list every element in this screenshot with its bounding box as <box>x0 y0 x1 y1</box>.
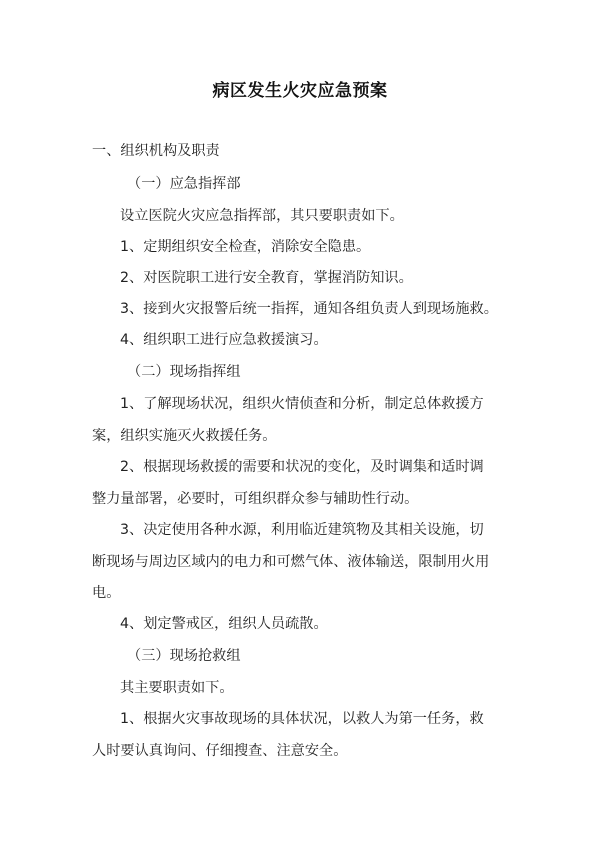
list-item: 3、决定使用各种水源，利用临近建筑物及其相关设施，切 <box>120 522 484 538</box>
list-item: 3、接到火灾报警后统一指挥，通知各组负责人到现场施救。 <box>120 301 498 317</box>
list-item-continuation: 整力量部署，必要时，可组织群众参与辅助性行动。 <box>92 491 419 507</box>
list-item: 1、定期组织安全检查，消除安全隐患。 <box>120 239 371 255</box>
list-item-continuation: 案，组织实施灭火救援任务。 <box>92 428 277 444</box>
list-item-continuation: 人时要认真询问、仔细搜查、注意安全。 <box>92 743 348 759</box>
list-item-continuation: 断现场与周边区域内的电力和可燃气体、液体输送，限制用火用 <box>92 554 490 570</box>
paragraph: 设立医院火灾应急指挥部，其只要职责如下。 <box>120 208 404 224</box>
subsection-heading: （二）现场指挥组 <box>127 364 241 380</box>
subsection-heading: （一）应急指挥部 <box>127 176 241 192</box>
list-item: 4、组织职工进行应急救援演习。 <box>120 332 328 348</box>
subsection-heading: （三）现场抢救组 <box>127 648 241 664</box>
list-item: 4、划定警戒区，组织人员疏散。 <box>120 616 328 632</box>
list-item: 1、根据火灾事故现场的具体状况，以救人为第一任务，救 <box>120 711 484 727</box>
document-title: 病区发生火灾应急预案 <box>212 81 388 101</box>
list-item-continuation: 电。 <box>92 585 121 601</box>
list-item: 2、根据现场救援的需要和状况的变化，及时调集和适时调 <box>120 459 484 475</box>
section-heading: 一、组织机构及职责 <box>92 143 220 159</box>
list-item: 2、对医院职工进行安全教育，掌握消防知识。 <box>120 270 413 286</box>
list-item: 1、了解现场状况，组织火情侦查和分析，制定总体救援方 <box>120 396 484 412</box>
paragraph: 其主要职责如下。 <box>120 680 234 696</box>
